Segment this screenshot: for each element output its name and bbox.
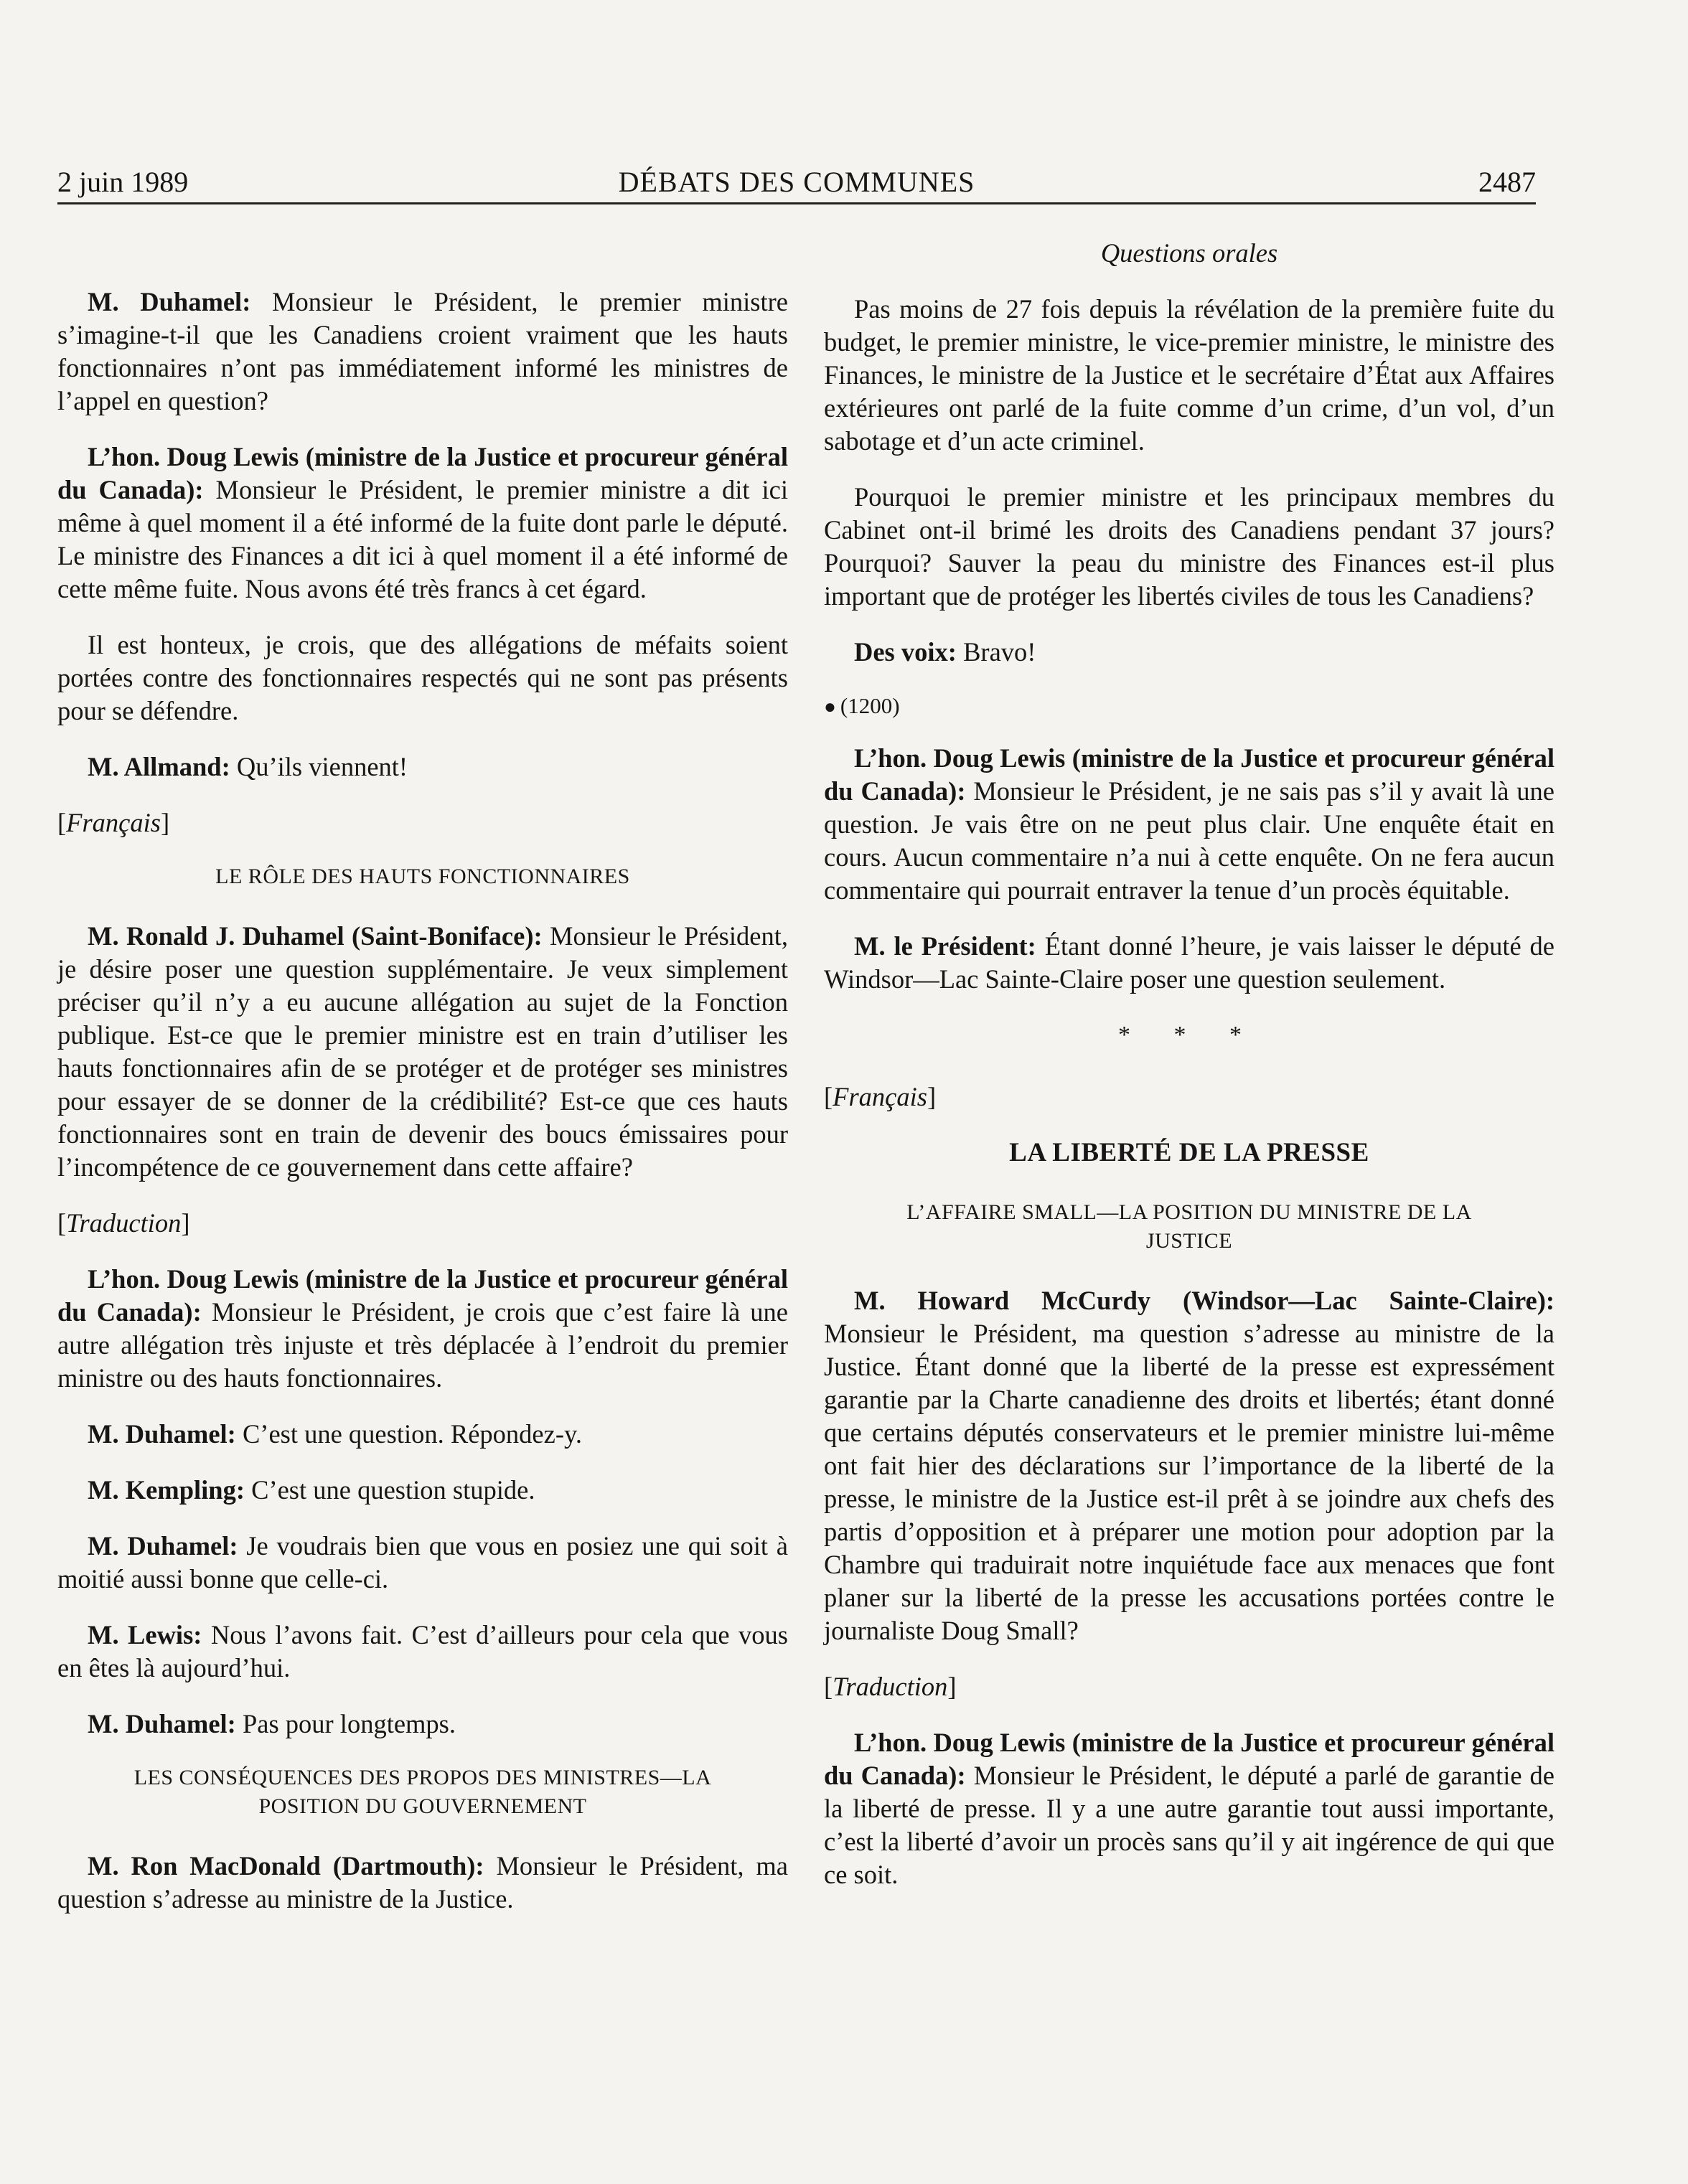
- page-header: [57, 162, 1536, 204]
- sub-heading: L’AFFAIRE SMALL—LA POSITION DU MINISTRE DE LA JUSTICE: [906, 1200, 1472, 1253]
- paragraph-text: C’est une question stupide.: [244, 1475, 535, 1505]
- paragraph: [57, 1530, 788, 1596]
- speaker-name: M. Duhamel:: [88, 1419, 236, 1449]
- speaker-name: M. Howard McCurdy (Windsor—Lac Sainte-Claire):: [854, 1286, 1555, 1315]
- paragraph-text: Monsieur le Président, le premier ministre a dit ici même à quel moment il a été informé de la fuite dont parle le député. Le ministre des Finances a dit ici à quel moment il a été informé de cette même fuite. Nous avons été très francs à cet égard.: [57, 475, 788, 603]
- section-heading: LE RÔLE DES HAUTS FONCTIONNAIRES: [215, 865, 630, 888]
- paragraph: [824, 636, 1555, 669]
- paragraph: [824, 293, 1555, 458]
- left-column: [57, 286, 788, 1939]
- paragraph: [57, 750, 788, 783]
- paragraph: [824, 1284, 1555, 1647]
- paragraph-text: Monsieur le Président, je ne sais pas s’il y avait là une question. Je vais être on ne peut plus clair. Une enquête était en cours. Aucun commentaire n’a nui à cette enquête. On ne fera aucun commentaire qui pourrait entraver la tenue d’un procès équitable.: [824, 776, 1555, 905]
- paragraph-text: Qu’ils viennent!: [230, 752, 408, 781]
- paragraph: [57, 1619, 788, 1685]
- paragraph-text: C’est une question. Répondez-y.: [235, 1419, 582, 1449]
- paragraph-text: Il est honteux, je crois, que des allégations de méfaits soient portées contre des fonctionnaires respectés qui ne sont pas présents pour se défendre.: [57, 630, 788, 725]
- paragraph: [57, 1474, 788, 1507]
- speaker-name: M. Duhamel:: [88, 1709, 236, 1738]
- paragraph-text: Monsieur le Président, je crois que c’est faire là une autre allégation très injuste et très déplacée à l’endroit du premier ministre ou des hauts fonctionnaires.: [57, 1297, 788, 1393]
- speaker-name: M. Duhamel:: [88, 1531, 238, 1561]
- paragraph: [824, 1726, 1555, 1891]
- paragraph: [824, 930, 1555, 996]
- time-marker: ● (1200): [824, 693, 900, 718]
- right-column: [824, 237, 1555, 1914]
- paragraph: [57, 920, 788, 1184]
- paragraph: [57, 1263, 788, 1395]
- paragraph-text: Étant donné l’heure, je vais laisser le député de Windsor—Lac Sainte-Claire poser une question seulement.: [824, 931, 1555, 994]
- main-heading: LA LIBERTÉ DE LA PRESSE: [1009, 1138, 1369, 1167]
- paragraph-text: Nous l’avons fait. C’est d’ailleurs pour cela que vous en êtes là aujourd’hui.: [57, 1620, 788, 1682]
- speaker-name: M. le Président:: [854, 931, 1036, 961]
- paragraph: [824, 742, 1555, 907]
- paragraph-text: Monsieur le Président, ma question s’adresse au ministre de la Justice.: [57, 1851, 789, 1914]
- paragraph-text: Monsieur le Président, le député a parlé de garantie de la liberté de presse. Il y a une autre garantie tout aussi importante, c’est la liberté d’avoir un procès sans qu’il y ait ingérence de qui que ce soit.: [824, 1761, 1555, 1889]
- language-tag: [Français]: [57, 808, 170, 837]
- paragraph: [57, 629, 788, 728]
- speaker-name: Des voix:: [854, 637, 957, 667]
- section-heading: LES CONSÉQUENCES DES PROPOS DES MINISTRES—LA POSITION DU GOUVERNEMENT: [133, 1766, 712, 1818]
- header-title: DÉBATS DES COMMUNES: [618, 166, 975, 198]
- paragraph-text: Monsieur le Président, ma question s’adresse au ministre de la Justice. Étant donné que la liberté de la presse est expressément garantie par la Charte canadienne des droits et libertés; étant donné que certains députés conservateurs et le premier ministre lui-même ont fait hier des déclarations sur l’importance de la liberté de la presse, le ministre de la Justice est-il prêt à se joindre aux chefs des partis d’opposition et à préparer une motion pour adoption par la Chambre qui traduirait notre inquiétude face aux menaces que font planer sur la liberté de la presse les accusations portées contre le journaliste Doug Small?: [824, 1319, 1555, 1645]
- page-number: 2487: [1478, 166, 1536, 198]
- section-separator: * * *: [1118, 1022, 1260, 1048]
- bullet-icon: ●: [824, 696, 836, 718]
- paragraph: [57, 1850, 788, 1916]
- paragraph-text: Je voudrais bien que vous en posiez une qui soit à moitié aussi bonne que celle-ci.: [57, 1531, 788, 1594]
- speaker-name: M. Ron MacDonald (Dartmouth):: [88, 1851, 484, 1881]
- speaker-name: M. Lewis:: [88, 1620, 202, 1649]
- paragraph: [57, 1418, 788, 1451]
- paragraph-text: Monsieur le Président, le premier ministre s’imagine-t-il que les Canadiens croient vraiment que les hauts fonctionnaires n’ont pas immédiatement informé les ministres de l’appel en question?: [57, 287, 789, 415]
- speaker-name: M. Allmand:: [88, 752, 230, 781]
- paragraph-text: Pas moins de 27 fois depuis la révélation de la première fuite du budget, le premier ministre, le vice-premier ministre, le ministre des Finances, le ministre de la Justice et le secrétaire d’État aux Affaires extérieures ont parlé de la fuite comme d’un crime, d’un vol, d’un sabotage et d’un acte criminel.: [824, 294, 1555, 456]
- language-tag: [Traduction]: [57, 1208, 190, 1238]
- paragraph-text: Pas pour longtemps.: [235, 1709, 456, 1738]
- running-head: Questions orales: [1100, 238, 1278, 268]
- paragraph-text: Bravo!: [956, 637, 1036, 667]
- language-tag: [Français]: [824, 1082, 937, 1111]
- speaker-name: M. Duhamel:: [88, 287, 251, 316]
- speaker-name: L’hon. Doug Lewis (ministre de la Justice et procureur général du Canada):: [57, 442, 788, 504]
- speaker-name: M. Kempling:: [88, 1475, 245, 1505]
- paragraph: [57, 286, 788, 418]
- speaker-name: L’hon. Doug Lewis (ministre de la Justice et procureur général du Canada):: [824, 743, 1555, 806]
- paragraph-text: Pourquoi le premier ministre et les principaux membres du Cabinet ont-il brimé les droits des Canadiens pendant 37 jours? Pourquoi? Sauver la peau du ministre des Finances est-il plus important que de protéger les libertés civiles de tous les Canadiens?: [824, 482, 1555, 611]
- speaker-name: L’hon. Doug Lewis (ministre de la Justice et procureur général du Canada):: [824, 1728, 1555, 1790]
- paragraph: [824, 481, 1555, 613]
- language-tag: [Traduction]: [824, 1672, 957, 1701]
- paragraph-text: Monsieur le Président, je désire poser une question supplémentaire. Je veux simplement préciser qu’il n’y a eu aucune allégation au sujet de la Fonction publique. Est-ce que le premier ministre est en train d’utiliser les hauts fonctionnaires afin de se protéger et de protéger ses ministres pour essayer de se donner de la crédibilité? Est-ce que ces hauts fonctionnaires sont en train de devenir des boucs émissaires pour l’incompétence de ce gouvernement dans cette affaire?: [57, 921, 788, 1182]
- paragraph: [57, 441, 788, 606]
- header-date: 2 juin 1989: [57, 166, 189, 198]
- paragraph: [57, 1708, 788, 1741]
- speaker-name: L’hon. Doug Lewis (ministre de la Justice et procureur général du Canada):: [57, 1264, 788, 1327]
- speaker-name: M. Ronald J. Duhamel (Saint-Boniface):: [88, 921, 543, 951]
